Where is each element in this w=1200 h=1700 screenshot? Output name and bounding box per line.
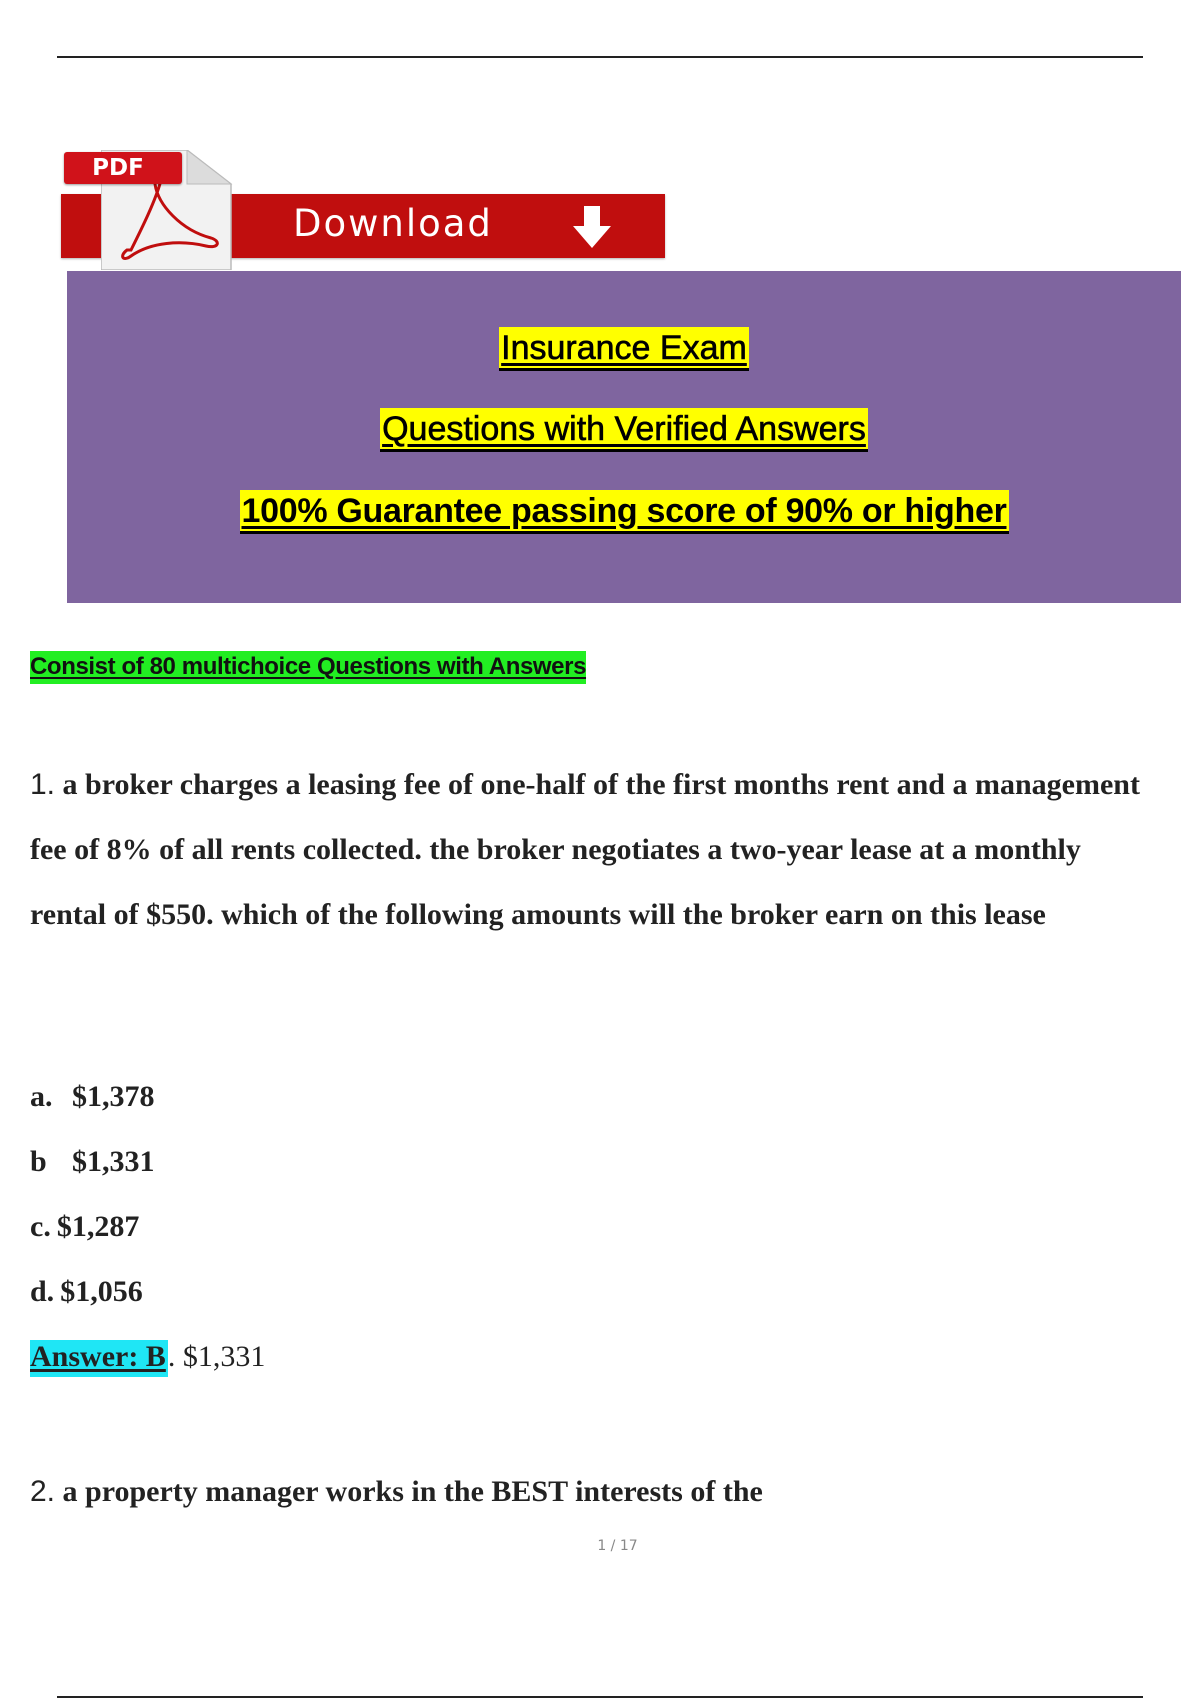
- option-d-letter: d.: [30, 1275, 55, 1308]
- title-line-3-text: 100% Guarantee passing score of 90% or higher: [240, 490, 1009, 534]
- answer-1-value: . $1,331: [167, 1340, 266, 1373]
- pdf-badge: [64, 152, 182, 184]
- question-1-number: 1.: [30, 768, 56, 801]
- question-1-text: a broker charges a leasing fee of one-half of the first months rent and a management fee of 8% of all rents collected. the broker negotiates a two-year lease at a monthly rental of $550. which of the following amounts will the broker earn on this lease: [30, 768, 1140, 931]
- option-d: [30, 1275, 143, 1309]
- option-b-value: $1,331: [72, 1145, 155, 1178]
- subtitle: [30, 653, 586, 681]
- question-2: [30, 1475, 763, 1509]
- title-line-3: [67, 492, 1181, 531]
- page-number: 1 / 17: [597, 1538, 638, 1554]
- download-label[interactable]: Download: [293, 202, 493, 245]
- answer-1-label: Answer: B: [30, 1340, 168, 1377]
- title-header: [67, 271, 1181, 603]
- option-c: [30, 1210, 139, 1244]
- pdf-badge-label: PDF: [92, 155, 144, 181]
- option-a-letter: a.: [30, 1080, 53, 1113]
- option-a: [30, 1080, 155, 1114]
- title-line-1-text: Insurance Exam: [499, 327, 749, 371]
- title-line-2: [67, 410, 1181, 449]
- question-2-text: a property manager works in the BEST interests of the: [62, 1475, 763, 1508]
- option-b-letter: b: [30, 1145, 47, 1178]
- option-d-value: $1,056: [60, 1275, 143, 1308]
- answer-1: [30, 1340, 265, 1374]
- option-c-letter: c.: [30, 1210, 51, 1243]
- top-rule: [57, 56, 1143, 58]
- subtitle-text: Consist of 80 multichoice Questions with Answers: [30, 651, 586, 684]
- title-line-1: [67, 329, 1181, 368]
- download-banner[interactable]: [61, 144, 665, 274]
- title-line-2-text: Questions with Verified Answers: [380, 408, 868, 452]
- option-b: [30, 1145, 155, 1179]
- option-c-value: $1,287: [56, 1210, 140, 1243]
- download-arrow-icon: [569, 202, 615, 252]
- question-2-number: 2.: [30, 1475, 56, 1508]
- bottom-rule: [57, 1696, 1143, 1698]
- question-1: [30, 752, 1160, 947]
- option-a-value: $1,378: [72, 1080, 155, 1113]
